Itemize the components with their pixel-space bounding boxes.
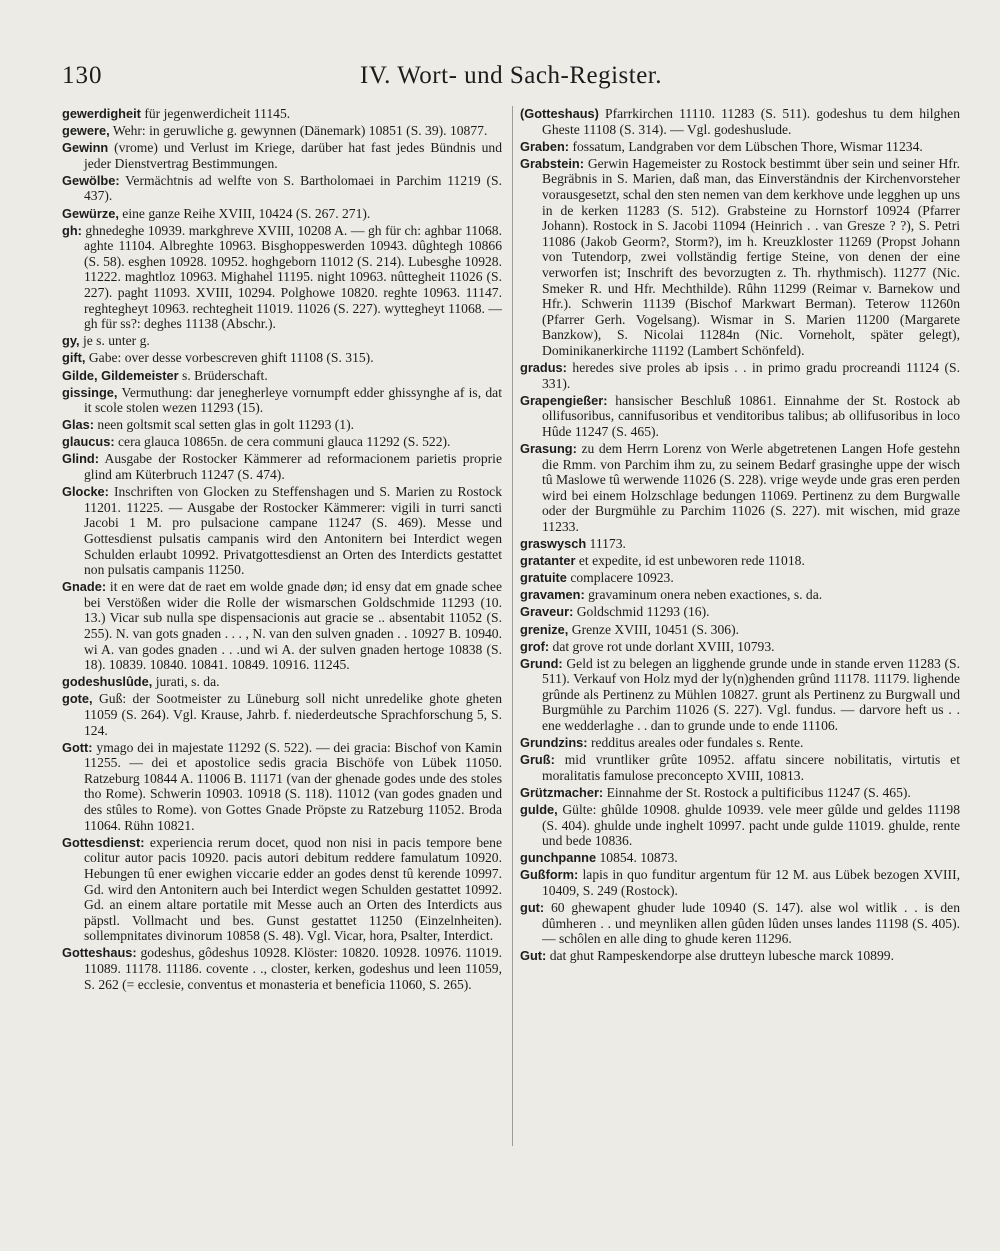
- entry-text: neen goltsmit scal setten glas in golt 11293 (1).: [94, 417, 355, 433]
- entry-headword: Gruß:: [520, 752, 555, 768]
- index-entry: [520, 393, 960, 440]
- entry-headword: gy,: [62, 333, 80, 349]
- index-entry: [62, 484, 502, 578]
- entry-headword: gift,: [62, 350, 86, 366]
- index-entry: [520, 802, 960, 849]
- entry-text: Gabe: over desse vorbescreven ghift 11108 (S. 315).: [85, 350, 374, 366]
- entry-text: dat grove rot unde dorlant XVIII, 10793.: [549, 638, 775, 654]
- entry-text: Ausgabe der Rostocker Kämmerer ad reformacionem parietis proprie glind am Küterbruch 11247 (S. 474).: [84, 451, 502, 483]
- entry-headword: Gewölbe:: [62, 172, 120, 188]
- entry-headword: Grützmacher:: [520, 784, 604, 800]
- entry-text: hansischer Beschluß 10861. Einnahme der St. Rostock ab ollifusoribus, cannifusoribus et venditoribus talibus; ab ollifusoribus in loco Hûde 11247 (S. 465).: [542, 392, 960, 439]
- entry-headword: gewerdigheit: [62, 106, 141, 121]
- entry-text: cera glauca 10865n. de cera communi glauca 11292 (S. 522).: [114, 434, 451, 450]
- entry-text: 60 ghewapent ghuder lude 10940 (S. 147). alse wol witlik . . is den dûmheren . . und meynliken allen gûden lûden unses landes 11198 (S. 405). — schôlen en alle ding to ghude keren 11296.: [542, 900, 960, 947]
- entry-headword: Glas:: [62, 417, 95, 433]
- entry-text: Geld ist zu belegen an ligghende grunde unde in stande erven 11283 (S. 511). Verkauf von Holz myd der ly(n)ghenden grûnd 11178. 11179. lighende grûnde als Pertinenz zu Mühlen 10827. grunt als Pertinenz zu Burgwall und Burgmühle zu Parchim 11026 (S. 227). Vgl. fundus. — darvore heft us . . ene wedderlaghe . . dan to grunde unde to ende 11106.: [542, 655, 960, 734]
- entry-text: dat ghut Rampeskendorpe alse drutteyn lubesche marck 10899.: [546, 948, 894, 964]
- entry-text: Einnahme der St. Rostock a pultificibus 11247 (S. 465).: [603, 784, 911, 800]
- entry-headword: Gilde, Gildemeister: [62, 367, 179, 383]
- entry-text: ymago dei in majestate 11292 (S. 522). — dei gracia: Bischof von Kamin 11255. — dei et apostolice sedis gracia Bischöfe von Lübek 11050. Ratzeburg 10844 A. 11006 B. 11171 (van der ghenade godes unde des stoles tho Rome). Schwerin 10903. 10918 (S. 118). 11012 (van godes gnaden und des stûles to Rome). von Gottes Gnade Pröpste zu Ratzeburg 11052. Broda 11064. Rühn 10821.: [84, 739, 502, 833]
- entry-text: Guß: der Sootmeister zu Lüneburg soll nicht unredelike ghote gheten 11059 (S. 264). Vgl. Krause, Jahrb. f. niederdeutsche Sprachforschung 5, S. 124.: [84, 691, 502, 738]
- entry-headword: Gut:: [520, 948, 547, 964]
- entry-headword: godeshuslûde,: [62, 674, 153, 690]
- running-title: IV. Wort- und Sach-Register.: [360, 62, 663, 89]
- index-entry: [520, 587, 960, 603]
- entry-text: experiencia rerum docet, quod non nisi in pacis tempore bene colitur autor pacis 10920. pacis autori debitum reddere famulatum 10920. Hebungen tû ener ewighen viccarie edder an godes denst tû kerende 10997. Gd. wird den Antonitern auch bei Interdict wegen Schulden gestattet 10992. Gd. an einem altare portatile mit Messe auch an Orten des Interdicts aus päpstl. Vollmacht und bes. Gunst gestattet 11250 (Einzelnheiten). sollempnitates divinorum 10858 (S. 48). Vgl. Vicar, hora, Psalter, Interdict.: [84, 834, 502, 944]
- entry-text: (vrome) und Verlust im Kriege, darüber hat fast jedes Bündnis und jeder Dienstvertrag Bestimmungen.: [84, 140, 502, 171]
- entry-headword: Grapengießer:: [520, 392, 608, 408]
- entry-text: et expedite, id est unbeworen rede 11018.: [575, 553, 805, 569]
- entry-text: complacere 10923.: [566, 570, 674, 586]
- entry-text: zu dem Herrn Lorenz von Werle abgetretenen Langen Hofe gestehn die Rmm. von Parchim ihm zu, zu seinem Bedarf grasinghe uppe der wisch tû Maslowe tû werwende 11026 (S. 228). vrige weyde unde gras eren perden wird bei einem Holzschlage bedungen 11069. Pertinenz zu dem Burgwalle oder der Burgmühle zu Parchim 11026 (S. 227). mit wischen, mid graze 11233.: [542, 440, 960, 534]
- entry-text: 10854. 10873.: [596, 850, 678, 866]
- index-entry: [62, 173, 502, 204]
- entry-text: 11173.: [586, 536, 626, 552]
- entry-text: heredes sive proles ab ipsis . . in primo gradu procreandi 11124 (S. 331).: [542, 360, 960, 391]
- entry-text: je s. unter g.: [79, 333, 150, 349]
- entry-headword: gewere,: [62, 123, 110, 139]
- index-entry: [62, 106, 502, 122]
- index-entry: [520, 656, 960, 734]
- entry-headword: gratanter: [520, 553, 576, 569]
- right-column: [520, 106, 960, 965]
- index-entry: [520, 948, 960, 964]
- index-entry: [62, 835, 502, 944]
- entry-text: Vermächtnis ad welfte von S. Bartholomaei in Parchim 11219 (S. 437).: [84, 172, 502, 204]
- index-entry: [62, 333, 502, 349]
- index-entry: [520, 570, 960, 586]
- entry-headword: gut:: [520, 900, 545, 916]
- entry-headword: Grabstein:: [520, 155, 584, 171]
- entry-headword: gravamen:: [520, 587, 585, 603]
- index-entry: [520, 622, 960, 638]
- index-entry: [62, 740, 502, 834]
- index-entry: [520, 441, 960, 535]
- index-entry: [62, 579, 502, 673]
- index-entry: [520, 752, 960, 783]
- index-entry: [62, 350, 502, 366]
- entry-headword: Graben:: [520, 138, 570, 154]
- entry-text: jurati, s. da.: [152, 674, 220, 690]
- entry-headword: grenize,: [520, 621, 569, 637]
- entry-headword: gissinge,: [62, 384, 118, 400]
- entry-headword: Grund:: [520, 655, 563, 671]
- entry-headword: Glind:: [62, 451, 99, 467]
- entry-headword: Graveur:: [520, 604, 574, 620]
- entry-headword: gh:: [62, 222, 82, 238]
- index-entry: [520, 536, 960, 552]
- entry-headword: (Gotteshaus): [520, 106, 599, 121]
- entry-headword: grof:: [520, 638, 550, 654]
- entry-headword: gote,: [62, 691, 93, 707]
- entry-text: ghnedeghe 10939. markghreve XVIII, 10208 A. — gh für ch: aghbar 11068. aghte 11104. Albreghte 10963. Bisghoppeswerden 10943. dûghtegh 10866 (S. 58). esghen 10928. 10952. hoghgeborn 11012 (S. 214). Lubesghe 10928. 11222. maghtloz 10963. Mighahel 11195. night 10963. nûttegheit 11026 (S. 227). paght 11093. XVIII, 10294. Polghowe 10820. reghte 10963. 11147. reghtegheyt 10963. rechtegheit 11019. 11026 (S. 227). wyttegheyt 11068. — gh für ss?: deghes 11138 (Abschr.).: [81, 222, 502, 332]
- entry-headword: glaucus:: [62, 434, 115, 450]
- index-entry: [62, 434, 502, 450]
- entry-text: fossatum, Landgraben vor dem Lübschen Thore, Wismar 11234.: [569, 138, 923, 154]
- entry-text: Gülte: ghûlde 10908. ghulde 10939. vele meer gûlde und geldes 11198 (S. 404). ghulde unde inghelt 10997. pacht unde gulde 11019. ghulde, rente und bede 10836.: [542, 802, 960, 849]
- index-entry: [520, 156, 960, 359]
- entry-headword: Gußform:: [520, 867, 579, 883]
- index-entry: [520, 106, 960, 137]
- entry-text: Gerwin Hagemeister zu Rostock bestimmt über sein und seiner Hfr. Begräbnis in S. Marien, daß man, das Einverständnis der Kirchenvorsteher vorausgesetzt, schal den sten nemen van dem kerkhove unde legghen up uns in de kerken 11283 (S. 512). Grabsteine zu Hornstorf 10924 (Pfarrer Johann). Rostock in S. Jacobi 11094 (Heinrich . . van Gresze ? ?), S. Petri 11086 (Jakob Georm?, Storm?), im h. Kreuzkloster 11269 (Propst Johann von Tutendorp, zwei vollständig fertige Steine, von denen der eine verworfen ist; Inschrift des bevorzugten z. Th. rhythmisch). 11277 (Nic. Smeker R. und Hfr. Mechthilde). Rûhn 11299 (Reimar v. Barnekow und Hfr.). Schwerin 11139 (Bischof Markwart Berman). Teterow 11260n (Pfarrer Gerh. Vogelsang). Wismar in S. Marien 11200 (Margarete Banzkow), S. Nicolai 11284n (Nic. Vorneholt, später gelegt), Dominikanerkirche 11192 (Lambert Schönfeld).: [542, 155, 960, 358]
- index-entry: [62, 691, 502, 738]
- index-entry: [520, 553, 960, 569]
- entry-headword: Gottesdienst:: [62, 834, 145, 850]
- index-entry: [520, 360, 960, 391]
- index-entry: [62, 140, 502, 171]
- entry-headword: gradus:: [520, 360, 567, 375]
- entry-text: Inschriften von Glocken zu Steffenshagen und S. Marien zu Rostock 11201. 11225. — Ausgabe der Rostocker Kämmerer: vigili in turri sancti Jacobi 1 M. pro pulsacione campane 11247 (S. 469). Messe und Gottesdienst pulsatis campanis wird den Antonitern bei Interdict wegen Schulden erlaubt 10992. Privatgottesdienst an Orten des Interdicts gestattet non pulsatis campanis 11250.: [84, 484, 502, 578]
- index-entry: [62, 451, 502, 482]
- left-column: [62, 106, 502, 994]
- entry-text: Vermuthung: dar jenegherleye vornumpft edder ghissynghe af is, dat it scole stolen wezen 11293 (15).: [84, 384, 502, 416]
- index-entry: [62, 123, 502, 139]
- index-entry: [520, 900, 960, 947]
- page-number: 130: [62, 62, 103, 89]
- entry-text: Wehr: in geruwliche g. gewynnen (Dänemark) 10851 (S. 39). 10877.: [109, 123, 488, 139]
- entry-headword: Gnade:: [62, 579, 107, 595]
- entry-text: gravaminum onera neben exactiones, s. da.: [584, 587, 823, 603]
- entry-headword: graswysch: [520, 536, 587, 552]
- entry-headword: gulde,: [520, 802, 558, 818]
- index-entry: [62, 206, 502, 222]
- index-entry: [520, 639, 960, 655]
- index-entry: [520, 604, 960, 620]
- index-entry: [62, 945, 502, 992]
- entry-headword: gratuite: [520, 570, 567, 586]
- entry-headword: gunchpanne: [520, 850, 597, 866]
- entry-text: Goldschmid 11293 (16).: [573, 604, 710, 620]
- index-entry: [62, 368, 502, 384]
- entry-text: redditus areales oder fundales s. Rente.: [587, 735, 804, 751]
- index-entry: [62, 417, 502, 433]
- index-entry: [520, 785, 960, 801]
- column-divider: [512, 106, 513, 1146]
- entry-text: it en were dat de raet em wolde gnade døn; id ensy dat em gnade schee bei Verstößen wider die Rolle der wismarschen Goldschmide 11293 (10. 13.) Vicar sub nulla spe dispensacionis aut gracie se .. absentabit 11052 (S. 255). N. van gots gnaden . . . , N. van den sulven gnaden . . 10927 B. 10940. wi A. van godes gnaden . . .und wi A. der sulven gnaden hertoge 10838 (S. 18). 10839. 10840. 10841. 10849. 10916. 11245.: [84, 579, 502, 673]
- entry-headword: Grundzins:: [520, 735, 588, 751]
- entry-headword: Gewinn: [62, 140, 109, 156]
- entry-headword: Gotteshaus:: [62, 945, 137, 961]
- entry-text: Grenze XVIII, 10451 (S. 306).: [568, 621, 739, 637]
- index-entry: [62, 223, 502, 332]
- entry-headword: Gott:: [62, 739, 93, 755]
- index-entry: [62, 385, 502, 416]
- entry-text: s. Brüderschaft.: [178, 367, 268, 383]
- index-entry: [520, 735, 960, 751]
- index-entry: [520, 867, 960, 898]
- index-entry: [520, 139, 960, 155]
- entry-headword: Gewürze,: [62, 205, 119, 221]
- entry-text: Pfarrkirchen 11110. 11283 (S. 511). godeshus tu dem hilghen Gheste 11108 (S. 314). — Vgl. godeshuslude.: [542, 106, 960, 137]
- entry-text: godeshus, gôdeshus 10928. Klöster: 10820. 10928. 10976. 11019. 11089. 11178. 11186. covente . ., closter, kerken, godeshus und leen 11059, S. 262 (= ecclesie, conventus et monasteria et beneficia 11060, S. 265).: [84, 945, 502, 992]
- entry-text: mid vruntliker grûte 10952. affatu sincere nobilitatis, virtutis et moralitatis famulose preconcepto XVIII, 10813.: [542, 752, 960, 783]
- entry-text: für jegenwerdicheit 11145.: [140, 106, 291, 121]
- entry-text: lapis in quo funditur argentum für 12 M. aus Lübek bezogen XVIII, 10409, S. 249 (Rostock).: [542, 867, 960, 898]
- entry-text: eine ganze Reihe XVIII, 10424 (S. 267. 271).: [118, 205, 371, 221]
- index-entry: [520, 850, 960, 866]
- entry-headword: Grasung:: [520, 440, 577, 456]
- index-entry: [62, 674, 502, 690]
- entry-headword: Glocke:: [62, 484, 109, 500]
